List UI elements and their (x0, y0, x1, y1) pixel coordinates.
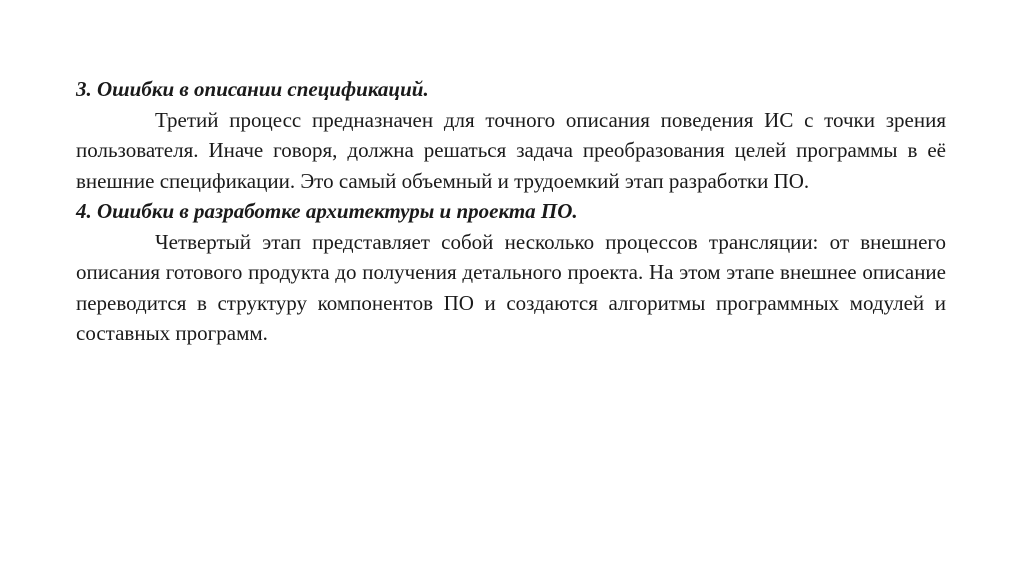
section-heading-4: 4. Ошибки в разработке архитектуры и проекта ПО. (76, 199, 578, 223)
section-heading-3: 3. Ошибки в описании спецификаций. (76, 77, 429, 101)
section-paragraph-4: Четвертый этап представляет собой несколько процессов трансляции: от внешнего описания готового продукта до получения детального проекта. На этом этапе внешнее описание переводится в структуру компонентов ПО и создаются алгоритмы программных модулей и составных программ. (76, 229, 946, 345)
section-paragraph-3: Третий процесс предназначен для точного описания поведения ИС с точки зрения пользователя. Иначе говоря, должна решаться задача преобразования целей программы в её внешние спецификации. Это самый объемный и трудоемкий этап разработки ПО. (76, 107, 946, 193)
slide-content (76, 74, 946, 349)
